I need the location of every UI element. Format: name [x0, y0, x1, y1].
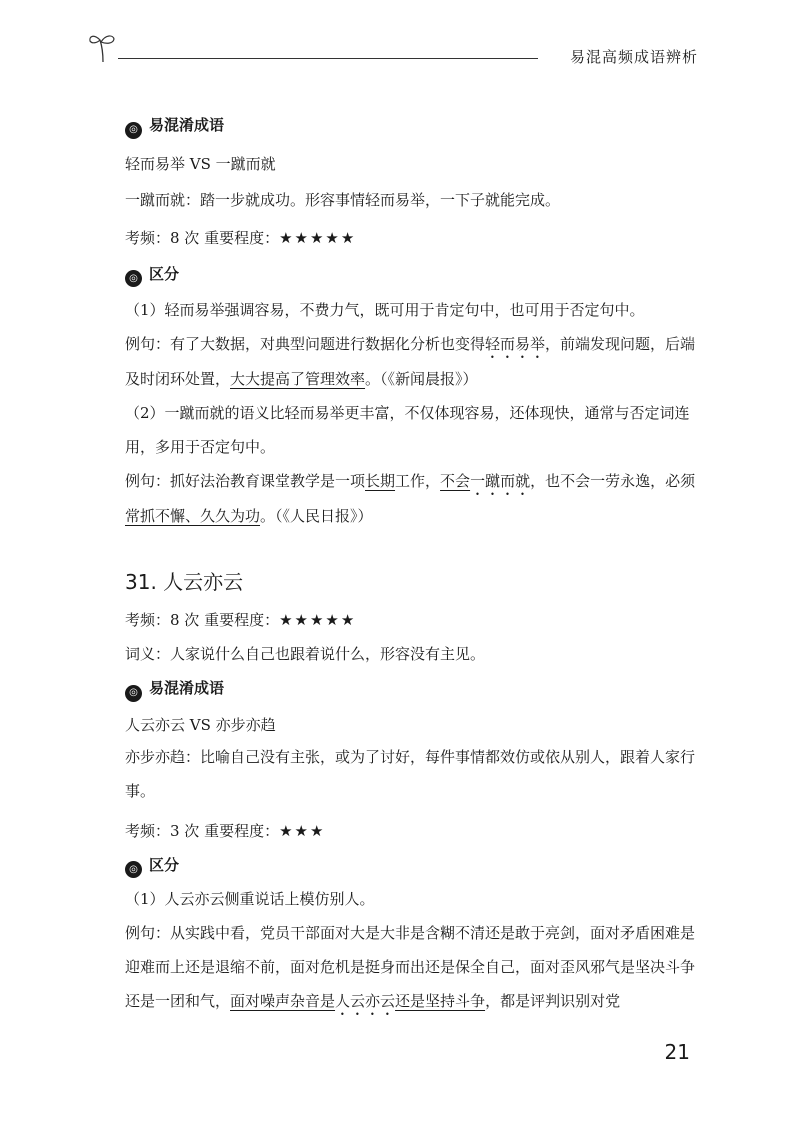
idiom-pair: 人云亦云 VS 亦步亦趋 [125, 715, 276, 734]
frequency-line: 考频：3 次 重要程度：★★★ [125, 821, 326, 840]
difference-point-2: （2）一蹴而就的语义比轻而易举更丰富，不仅体现容易，还体现快，通常与否定词连用，多用于否定句中。 [125, 404, 690, 456]
header-rule [118, 58, 538, 59]
frequency-line: 考频：8 次 重要程度：★★★★★ [125, 228, 357, 247]
rating-stars: ★★★ [279, 821, 326, 840]
difference-point-1: （1）轻而易举强调容易，不费力气，既可用于肯定句中，也可用于否定句中。 [125, 301, 645, 319]
numbered-circle-icon: ◎ [125, 270, 142, 287]
running-title: 易混高频成语辨析 [569, 48, 698, 66]
idiom-pair: 轻而易举 VS 一蹴而就 [125, 154, 276, 173]
difference-point-1: （1）人云亦云侧重说话上模仿别人。 [125, 890, 375, 908]
frequency-line: 考频：8 次 重要程度：★★★★★ [125, 611, 357, 629]
example-sentence-2: 例句：抓好法治教育课堂教学是一项长期工作，不会一蹴而就，也不会一劳永逸，必须常抓不懈、久久为功。（《人民日报》） [125, 472, 696, 525]
numbered-circle-icon: ◎ [125, 122, 142, 139]
rating-stars: ★★★★★ [279, 228, 357, 247]
difference-heading: ◎ 区分 [125, 263, 700, 288]
confuse-heading: ◎ 易混淆成语 [125, 677, 700, 702]
section-title: 31. 人云亦云 [125, 570, 244, 594]
numbered-circle-icon: ◎ [125, 861, 142, 878]
confuse-heading: ◎ 易混淆成语 [125, 114, 700, 139]
idiom-definition: 亦步亦趋：比喻自己没有主张，或为了讨好，每件事情都效仿或依从别人，跟着人家行事。 [125, 747, 696, 800]
difference-heading: ◎ 区分 [125, 854, 700, 879]
sprout-icon [88, 30, 118, 64]
page-header [88, 30, 698, 66]
idiom-definition: 一蹴而就：踏一步就成功。形容事情轻而易举，一下子就能完成。 [125, 190, 561, 209]
idiom-meaning: 词义：人家说什么自己也跟着说什么，形容没有主见。 [125, 645, 486, 663]
page-content [125, 108, 700, 1019]
numbered-circle-icon: ◎ [125, 685, 142, 702]
rating-stars: ★★★★★ [279, 611, 357, 629]
page-number: 21 [664, 1040, 690, 1064]
example-sentence-1: 例句：有了大数据，对典型问题进行数据化分析也变得轻而易举，前端发现问题，后端及时闭环处置，大大提高了管理效率。（《新闻晨报》） [125, 335, 696, 388]
example-sentence-3: 例句：从实践中看，党员干部面对大是大非是含糊不清还是敢于亮剑，面对矛盾困难是迎难而上还是退缩不前，面对危机是挺身而出还是保全自己，面对歪风邪气是坚决斗争还是一团和气，面对噪声杂音是人云亦云还是坚持斗争，都是评判识别对党 [125, 924, 696, 1010]
